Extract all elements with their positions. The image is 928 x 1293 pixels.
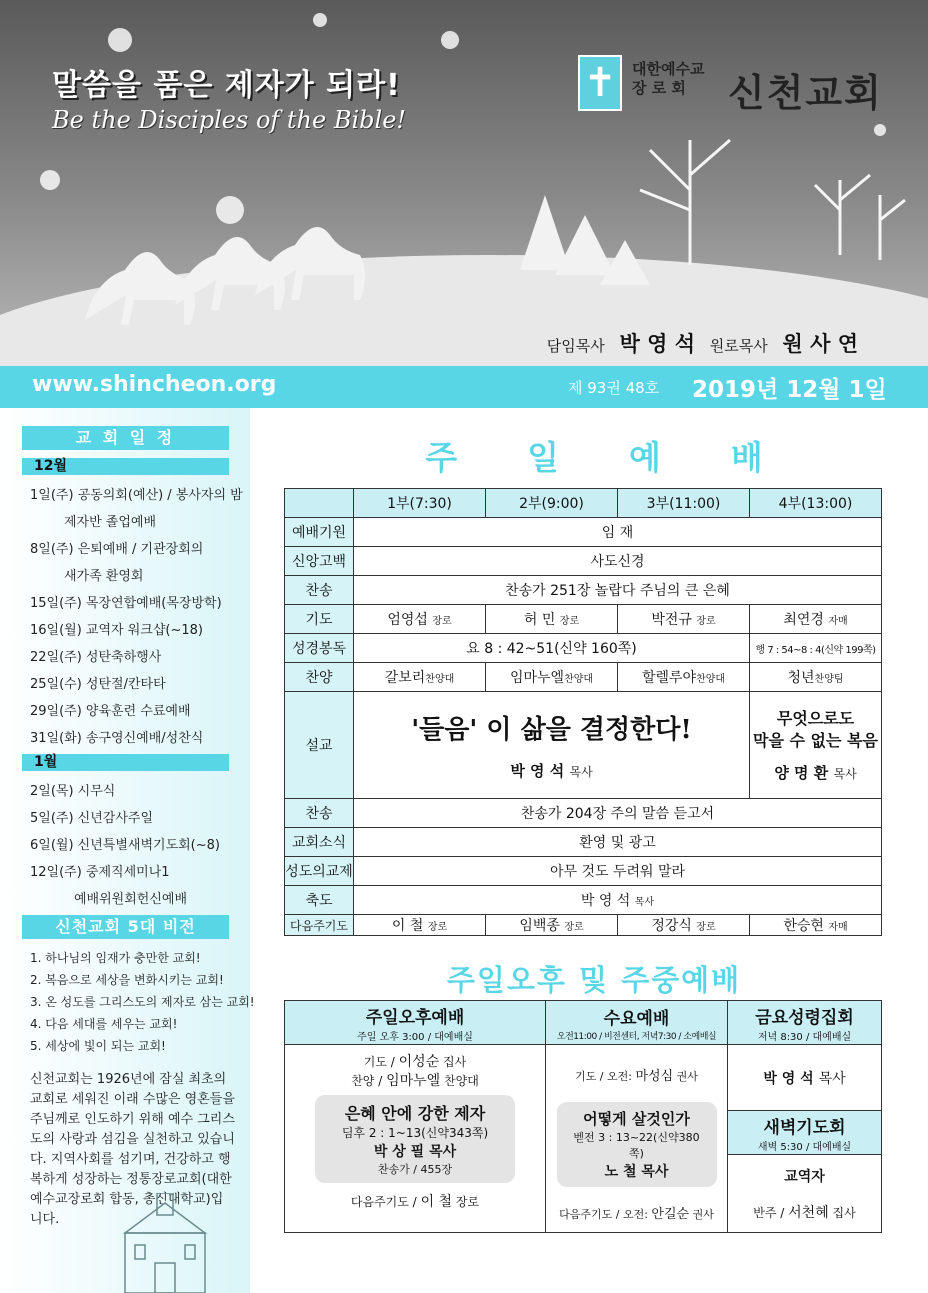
afternoon-body [285,1045,546,1233]
denomination-label: 대한예수교 장 로 회 [632,60,705,97]
wednesday-body [546,1045,728,1233]
next-prayer-title: 장로 [564,922,584,933]
dawn-accompanist [728,1202,881,1222]
table-row [285,663,882,692]
prayer-title: 장로 [559,616,580,627]
sermon-cell-fourth [750,692,882,799]
choir-cell [354,663,486,692]
wednesday-next-name: 안길순 [651,1207,690,1222]
emeritus-pastor-title: 원로목사 [709,337,768,355]
schedule-item: 2일(목) 시무식 [30,784,116,799]
preacher-title: 목사 [641,1164,669,1180]
label: 기도 / [363,1055,395,1069]
choir-cell [750,663,882,692]
afternoon-header [285,1001,546,1045]
row-label: 성경봉독 [285,634,354,663]
choir-type: 찬양대 [696,674,726,685]
row-label: 성도의교제 [285,857,354,886]
row-label: 설교 [285,692,354,799]
next-prayer-cell [618,915,750,936]
preacher-name: 양 명 환 [774,763,829,782]
sunday-service-title: 주일예배 [425,438,833,477]
dawn-time: 새벽 5:30 / 대예배실 [757,1141,852,1153]
afternoon-prayer-title: 집사 [443,1055,467,1069]
schedule-item: 15일(주) 목장연합예배(목장방학) [30,596,222,611]
church-logo-icon: ✝ [578,55,622,111]
wednesday-sermon-box [557,1102,717,1187]
hymn-value: 찬송가 204장 주의 말씀 듣고서 [354,799,882,828]
table-row [285,828,882,857]
table-row [285,799,882,828]
afternoon-prayer [285,1053,545,1072]
choir-name: 임마누엘 [509,670,565,686]
prayer-name: 박전규 [651,612,692,628]
wednesday-scripture: 벧전 3 : 13~22(신약380쪽) [573,1131,700,1160]
dawn-leader: 교역자 [784,1168,825,1185]
afternoon-sermon-box [315,1095,515,1183]
label: 다음주기도 / 오전: [559,1208,648,1221]
friday-body [728,1045,882,1111]
empty-corner-cell [285,489,354,518]
choir-type: 찬양대 [425,674,455,685]
next-prayer-name: 정강식 [651,918,692,934]
prayer-title: 장로 [696,616,716,627]
vision-heading: 신천교회 5대 비전 [22,915,229,939]
senior-pastor-title: 담임목사 [546,337,605,355]
label: 반주 / [753,1205,785,1220]
choir-cell [618,663,750,692]
prayer-title: 장로 [432,616,452,627]
preacher-title: 목사 [429,1144,457,1160]
midweek-service-table [284,1000,882,1233]
website-link[interactable]: www.shincheon.org [32,372,277,397]
table-row [285,518,882,547]
afternoon-time: 주일 오후 3:00 / 대예배실 [357,1031,473,1043]
slogan-korean: 말씀을 품은 제자가 되라! [52,68,401,103]
vision-item: 3. 온 성도를 그리스도의 제자로 삼는 교회! [30,995,255,1009]
next-prayer-name: 한승현 [783,918,824,934]
info-band [0,366,928,408]
schedule-item: 16일(월) 교역자 워크샵(~18) [30,623,203,638]
slogan-english: Be the Disciples of the Bible! [52,106,407,134]
row-label: 예배기원 [285,518,354,547]
afternoon-next-title: 장로 [455,1195,480,1209]
prayer-name: 허 민 [523,612,556,628]
schedule-item: 8일(주) 은퇴예배 / 기관장회의 [30,542,204,557]
table-header-row [285,489,882,518]
sermon-title: '들음' 이 삶을 결정한다! [411,715,692,745]
row-label: 찬송 [285,576,354,605]
next-prayer-title: 장로 [427,922,448,933]
afternoon-prayer-name: 이성순 [398,1054,440,1070]
church-building-illustration [95,1193,235,1293]
schedule-item: 1일(주) 공동의회(예산) / 봉사자의 밤 [30,488,243,503]
wednesday-prayer [546,1065,727,1084]
friday-preacher [728,1068,881,1088]
afternoon-praise-title: 찬양대 [444,1074,479,1088]
afternoon-preacher [331,1141,499,1161]
month-december: 12월 [22,458,229,475]
table-row [285,547,882,576]
choir-type: 찬양대 [564,674,594,685]
row-label: 찬양 [285,663,354,692]
accompanist-title: 집사 [832,1205,856,1220]
next-prayer-name: 이 철 [391,918,424,934]
church-introduction: 신천교회는 1926년에 잠실 최초의 교회로 세워진 이래 수많은 영혼들을 주님께로 인도하기 위해 예수 그리스도의 사랑과 섬김을 실천하고 있습니다. 지역사회를 섬기며, 건강하고 행복하게 성장하는 정통장로교회(대한예수교장로회 합동, 총신대학교)입니다. [30,1072,235,1227]
next-prayer-name: 임백종 [519,918,560,934]
label: 찬양 / [351,1074,383,1088]
news-value: 환영 및 광고 [354,828,882,857]
bulletin-date: 2019년 12월 1일 [692,377,887,403]
wednesday-prayer-title: 권사 [676,1070,698,1083]
benediction-cell [354,886,882,915]
creed-value: 사도신경 [354,547,882,576]
schedule-item: 제자반 졸업예배 [64,515,157,530]
schedule-item: 새가족 환영회 [64,569,144,584]
afternoon-hymn: 찬송가 / 455장 [377,1163,453,1176]
schedule-item: 22일(주) 성탄축하행사 [30,650,162,665]
service-header: 4부(13:00) [750,489,882,518]
choir-type: 찬양팀 [814,674,844,685]
afternoon-scripture: 딤후 2 : 1~13(신약343쪽) [341,1126,489,1140]
choir-cell [486,663,618,692]
schedule-heading: 교 회 일 정 [22,426,229,450]
row-label: 기도 [285,605,354,634]
preacher-title: 목사 [569,765,593,779]
table-row [285,886,882,915]
church-name: 신천교회 [728,71,883,115]
dawn-name: 새벽기도회 [763,1117,846,1138]
friday-header [728,1001,882,1045]
row-label: 신앙고백 [285,547,354,576]
afternoon-next-name: 이 철 [420,1194,453,1210]
prayer-name: 최연경 [783,612,824,628]
prayer-title: 자매 [828,616,848,627]
row-label: 교회소식 [285,828,354,857]
preacher-title: 목사 [818,1070,846,1087]
wednesday-header [546,1001,728,1045]
hymn-value: 찬송가 251장 놀랍다 주님의 큰 은혜 [354,576,882,605]
invocation-value: 임 재 [354,518,882,547]
wednesday-sermon-title: 어떻게 살것인가 [583,1110,690,1128]
emeritus-pastor-name: 원 사 연 [782,332,858,356]
next-prayer-title: 자매 [828,922,848,933]
scripture-fourth: 행 7 : 54~8 : 4(신약 199쪽) [750,634,882,663]
schedule-item: 예배위원회헌신예배 [74,892,188,907]
wednesday-next-prayer [546,1203,727,1222]
schedule-item: 31일(화) 송구영신예배/성찬식 [30,731,204,746]
pastors-line [547,328,868,358]
prayer-cell [354,605,486,634]
label: 기도 / 오전: [575,1070,632,1083]
preacher-name: 박 상 필 [373,1144,425,1160]
dawn-body [728,1155,882,1233]
vision-item: 2. 복음으로 세상을 변화시키는 교회! [30,973,224,987]
table-row [285,692,882,799]
next-prayer-cell [354,915,486,936]
sermon-preacher [354,760,749,781]
schedule-item: 29일(주) 양육훈련 수료예배 [30,704,191,719]
choir-name: 할렐루야 [641,670,697,686]
wednesday-next-title: 권사 [692,1208,714,1221]
afternoon-next-prayer [285,1191,545,1211]
senior-pastor-name: 박 영 석 [619,332,695,356]
wednesday-time: 오전11:00 / 비전센터, 저녁7:30 / 소예배실 [556,1031,717,1042]
preacher-name: 박 영 석 [510,762,565,780]
wednesday-preacher [573,1161,701,1181]
afternoon-praise [285,1072,545,1091]
row-label: 축도 [285,886,354,915]
fellowship-value: 아무 것도 두려워 말라 [354,857,882,886]
prayer-cell [486,605,618,634]
sermon-preacher-fourth [750,762,881,783]
service-header: 1부(7:30) [354,489,486,518]
prayer-cell [750,605,882,634]
vision-item: 1. 하나님의 임재가 충만한 교회! [30,951,201,965]
friday-time: 저녁 8:30 / 대예배실 [757,1031,852,1043]
prayer-name: 엄영섭 [387,612,428,628]
prayer-cell [618,605,750,634]
vision-item: 5. 세상에 빛이 되는 교회! [30,1039,166,1053]
table-row [285,576,882,605]
sidebar [0,408,255,1293]
friday-name: 금요성령집회 [755,1007,854,1028]
service-header: 3부(11:00) [618,489,750,518]
choir-name: 갈보리 [384,670,426,686]
afternoon-sermon-title: 은혜 안에 강한 제자 [344,1104,486,1123]
schedule-item: 12일(주) 중제직세미나1 [30,865,170,880]
dawn-header [728,1111,882,1155]
midweek-header-row [285,1001,882,1045]
next-prayer-cell [750,915,882,936]
table-row [285,857,882,886]
sunday-service-table [284,488,882,936]
scripture-main: 요 8 : 42~51(신약 160쪽) [354,634,750,663]
sermon-cell [354,692,750,799]
winter-scene-illustration [0,0,928,366]
preacher-title: 목사 [833,766,857,781]
afternoon-praise-name: 임마누엘 [386,1073,441,1089]
label: 다음주기도 / [350,1195,417,1209]
schedule-item: 6일(월) 신년특별새벽기도회(~8) [30,838,220,853]
midweek-body-row [285,1045,882,1111]
service-header: 2부(9:00) [486,489,618,518]
row-label: 찬송 [285,799,354,828]
header-banner [0,0,928,366]
schedule-item: 25일(수) 성탄절/칸타타 [30,677,166,692]
next-prayer-title: 장로 [696,922,716,933]
sermon-title-fourth-line2: 막을 수 없는 복음 [753,730,878,750]
table-row [285,605,882,634]
issue-number: 제 93권 48호 [568,379,660,397]
afternoon-name: 주일오후예배 [365,1007,465,1028]
vision-item: 4. 다음 세대를 세우는 교회! [30,1017,178,1031]
accompanist-name: 서천혜 [788,1204,829,1221]
benediction-name: 박 영 석 [580,893,631,909]
sermon-title-fourth-line1: 무엇으로도 [776,708,855,728]
next-prayer-cell [486,915,618,936]
table-row [285,634,882,663]
preacher-name: 노 철 [604,1164,637,1180]
benediction-title: 목사 [634,897,655,908]
table-row [285,915,882,936]
wednesday-name: 수요예배 [603,1008,670,1029]
wednesday-prayer-name: 마성심 [635,1069,674,1084]
midweek-service-title: 주일오후 및 주중예배 [446,963,742,997]
choir-name: 청년 [787,670,815,686]
month-january: 1월 [22,754,229,771]
preacher-name: 박 영 석 [763,1070,814,1087]
schedule-item: 5일(주) 신년감사주일 [30,811,154,826]
row-label: 다음주기도 [285,915,354,936]
